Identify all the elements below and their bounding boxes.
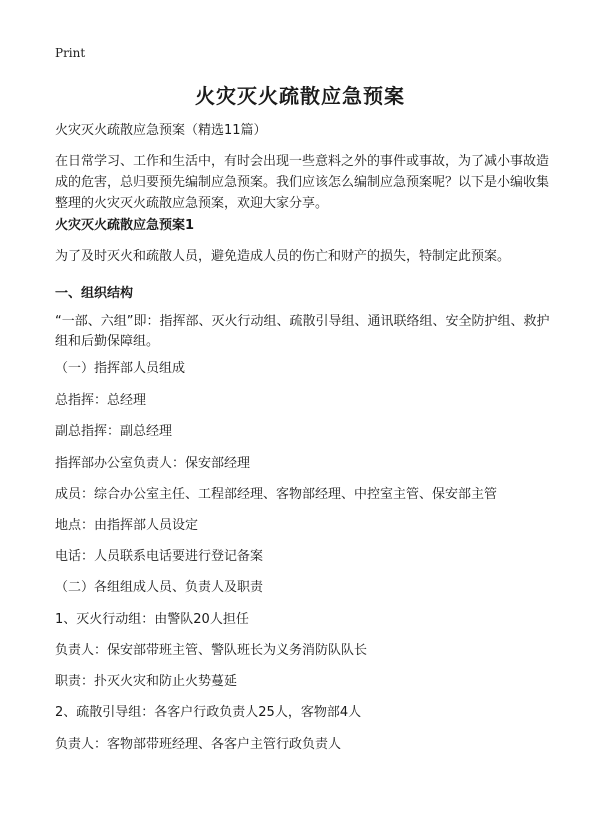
section-heading: 火灾灭火疏散应急预案1 — [55, 218, 195, 233]
intro-paragraph: 在日常学习、工作和生活中，有时会出现一些意料之外的事件或事故，为了减小事故造成的危害，总归要预先编制应急预案。我们应该怎么编制应急预案呢？以下是小编收集整理的火灾灭火疏散应急预案，欢迎大家分享。 — [55, 154, 550, 211]
print-link[interactable]: Print — [55, 46, 86, 60]
subsection-heading-groups: （二）各组组成人员、负责人及职责 — [55, 580, 264, 595]
document-subtitle: 火灾灭火疏散应急预案（精选11篇） — [55, 123, 267, 138]
body-line: 指挥部办公室负责人：保安部经理 — [55, 456, 251, 471]
body-line: 总指挥：总经理 — [55, 393, 147, 408]
body-line: 电话：人员联系电话要进行登记备案 — [55, 549, 264, 564]
body-line: 负责人：保安部带班主管、警队班长为义务消防队队长 — [55, 643, 368, 658]
body-line: 负责人：客物部带班经理、各客户主管行政负责人 — [55, 737, 342, 752]
document-title: 火灾灭火疏散应急预案 — [195, 84, 405, 108]
body-line: 1、灭火行动组：由警队20人担任 — [55, 612, 249, 627]
body-line: 地点：由指挥部人员设定 — [55, 518, 199, 533]
body-line: 2、疏散引导组：各客户行政负责人25人，客物部4人 — [55, 705, 362, 720]
org-structure-description: “一部、六组”即：指挥部、灭火行动组、疏散引导组、通讯联络组、安全防护组、救护组和后勤保障组。 — [55, 314, 550, 349]
body-line: 职责：扑灭火灾和防止火势蔓延 — [55, 674, 238, 689]
purpose-paragraph: 为了及时灭火和疏散人员，避免造成人员的伤亡和财产的损失，特制定此预案。 — [55, 249, 511, 264]
body-line: 副总指挥：副总经理 — [55, 424, 173, 439]
subsection-heading-command: （一）指挥部人员组成 — [55, 361, 186, 376]
body-line: 成员：综合办公室主任、工程部经理、客物部经理、中控室主管、保安部主管 — [55, 487, 498, 502]
org-structure-heading: 一、组织结构 — [55, 286, 134, 301]
